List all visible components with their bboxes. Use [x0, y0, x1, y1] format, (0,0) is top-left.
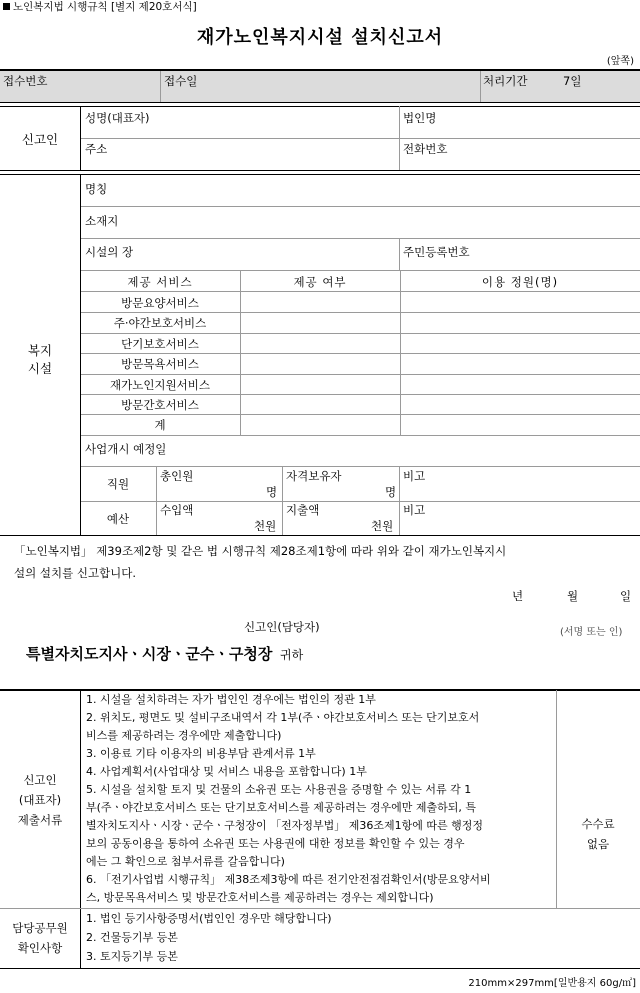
service-row-label: 단기보호서비스: [121, 337, 199, 351]
declaration-text-line1: 「노인복지법」 제39조제2항 및 같은 법 시행규칙 제28조제1항에 따라 위와 같이 재가노인복지시: [14, 544, 507, 558]
service-row-label: 재가노인지원서비스: [110, 378, 210, 392]
paper-spec: 210mm×297mm[일반용지 60g/㎡]: [468, 978, 636, 989]
total-staff-field[interactable]: 총인원: [160, 469, 194, 483]
receipt-date-label: 접수일: [164, 74, 198, 88]
list-item: 3. 토지등기부 등본: [86, 950, 178, 963]
declaration-text-line2: 설의 설치를 신고합니다.: [14, 566, 137, 580]
list-item: 비스를 제공하려는 경우에만 제출합니다): [86, 729, 282, 742]
list-item: 1. 시설을 설치하려는 자가 법인인 경우에는 법인의 정관 1부: [86, 693, 376, 706]
page-side-label: (앞쪽): [606, 56, 634, 67]
service-row-label: 방문목욕서비스: [121, 357, 199, 371]
applicant-name-field[interactable]: 성명(대표자): [85, 111, 150, 125]
processing-period-label: 처리기간: [483, 74, 528, 88]
service-row-label: 주·야간보호서비스: [113, 316, 207, 330]
applicant-section-label: 신고인: [21, 132, 59, 147]
form-title: 재가노인복지시설 설치신고서: [196, 27, 444, 48]
list-item: 에는 그 확인으로 첨부서류를 갈음합니다): [86, 855, 285, 868]
official-check-label: 담당공무원 확인사항: [12, 921, 68, 955]
budget-note-field[interactable]: 비고: [403, 503, 426, 517]
expense-field[interactable]: 지출액: [286, 503, 320, 517]
resident-number-field[interactable]: 주민등록번호: [403, 245, 470, 259]
list-item: 보의 공동이용을 통하여 소유권 또는 사용권에 대한 정보를 확인할 수 있는 경우: [86, 837, 465, 850]
applicant-phone-field[interactable]: 전화번호: [403, 142, 448, 156]
list-item: 3. 이용료 기타 이용자의 비용부담 관계서류 1부: [86, 747, 316, 760]
facility-name-field[interactable]: 명칭: [85, 182, 108, 196]
start-date-field[interactable]: 사업개시 예정일: [85, 442, 167, 456]
applicant-person-label: 신고인(담당자): [244, 620, 320, 634]
service-row-label: 방문간호서비스: [121, 398, 199, 412]
list-item: 2. 위치도, 평면도 및 설비구조내역서 각 1부(주ㆍ야간보호서비스 또는 단기보호서: [86, 711, 480, 724]
receipt-number-label: 접수번호: [3, 74, 48, 88]
staff-label: 직원: [106, 477, 130, 491]
fee-block: [556, 814, 640, 854]
corporation-name-field[interactable]: 법인명: [403, 111, 437, 125]
processing-period-value: 7일: [563, 74, 582, 88]
facility-head-field[interactable]: 시설의 장: [85, 245, 134, 259]
capacity-column-header: 이용 정원(명): [481, 275, 559, 289]
fee-label: 수수료: [581, 817, 615, 831]
facility-location-field[interactable]: 소재지: [85, 214, 119, 228]
list-item: 1. 법인 등기사항증명서(법인인 경우만 해당합니다): [86, 912, 332, 925]
receipt-strip: [0, 70, 640, 102]
signature-placeholder[interactable]: (서명 또는 인): [560, 627, 623, 638]
date-year: 년: [512, 589, 524, 603]
service-row-label: 방문요양서비스: [121, 296, 199, 310]
list-item: 2. 건물등기부 등본: [86, 931, 178, 944]
list-item: 스, 방문목욕서비스 및 방문간호서비스를 제공하려는 경우는 제외합니다): [86, 891, 434, 904]
list-item: 부(주ㆍ야간보호서비스 또는 단기보호서비스를 제공하려는 경우에만 제출하되, 특: [86, 801, 477, 814]
provision-column-header: 제공 여부: [293, 275, 347, 289]
list-item: 6. 「전기사업법 시행규칙」 제38조제3항에 따른 전기안전점검확인서(방문요양서비: [86, 873, 491, 886]
unit-person: 명: [385, 485, 397, 499]
unit-person: 명: [266, 485, 278, 499]
service-column-header: 제공 서비스: [127, 275, 193, 289]
fee-value: 없음: [586, 837, 610, 851]
list-item: 5. 시설을 설치할 토지 및 건물의 소유권 또는 사용권을 증명할 수 있는 서류 각 1: [86, 783, 472, 796]
applicant-address-field[interactable]: 주소: [85, 142, 108, 156]
unit-thousand-won: 천원: [254, 519, 277, 533]
date-day: 일: [620, 589, 632, 603]
qualified-staff-field[interactable]: 자격보유자: [286, 469, 342, 483]
unit-thousand-won: 천원: [371, 519, 394, 533]
facility-section-label: 복지 시설: [27, 343, 53, 376]
date-month: 월: [567, 589, 579, 603]
addressee: 특별자치도지사ㆍ시장ㆍ군수ㆍ구청장 귀하: [26, 645, 304, 663]
submit-documents-label: 신고인 (대표자) 제출서류: [17, 773, 63, 827]
revenue-field[interactable]: 수입액: [160, 503, 194, 517]
staff-note-field[interactable]: 비고: [403, 469, 426, 483]
list-item: 별자치도지사ㆍ시장ㆍ군수ㆍ구청장이 「전자정부법」 제36조제1항에 따른 행정정: [86, 819, 484, 832]
budget-label: 예산: [106, 512, 130, 526]
form-reference: 노인복지법 시행규칙 [별지 제20호서식]: [3, 0, 197, 14]
square-bullet-icon: [3, 3, 10, 10]
service-total-label: 계: [154, 418, 166, 432]
list-item: 4. 사업계획서(사업대상 및 서비스 내용을 포함합니다) 1부: [86, 765, 367, 778]
